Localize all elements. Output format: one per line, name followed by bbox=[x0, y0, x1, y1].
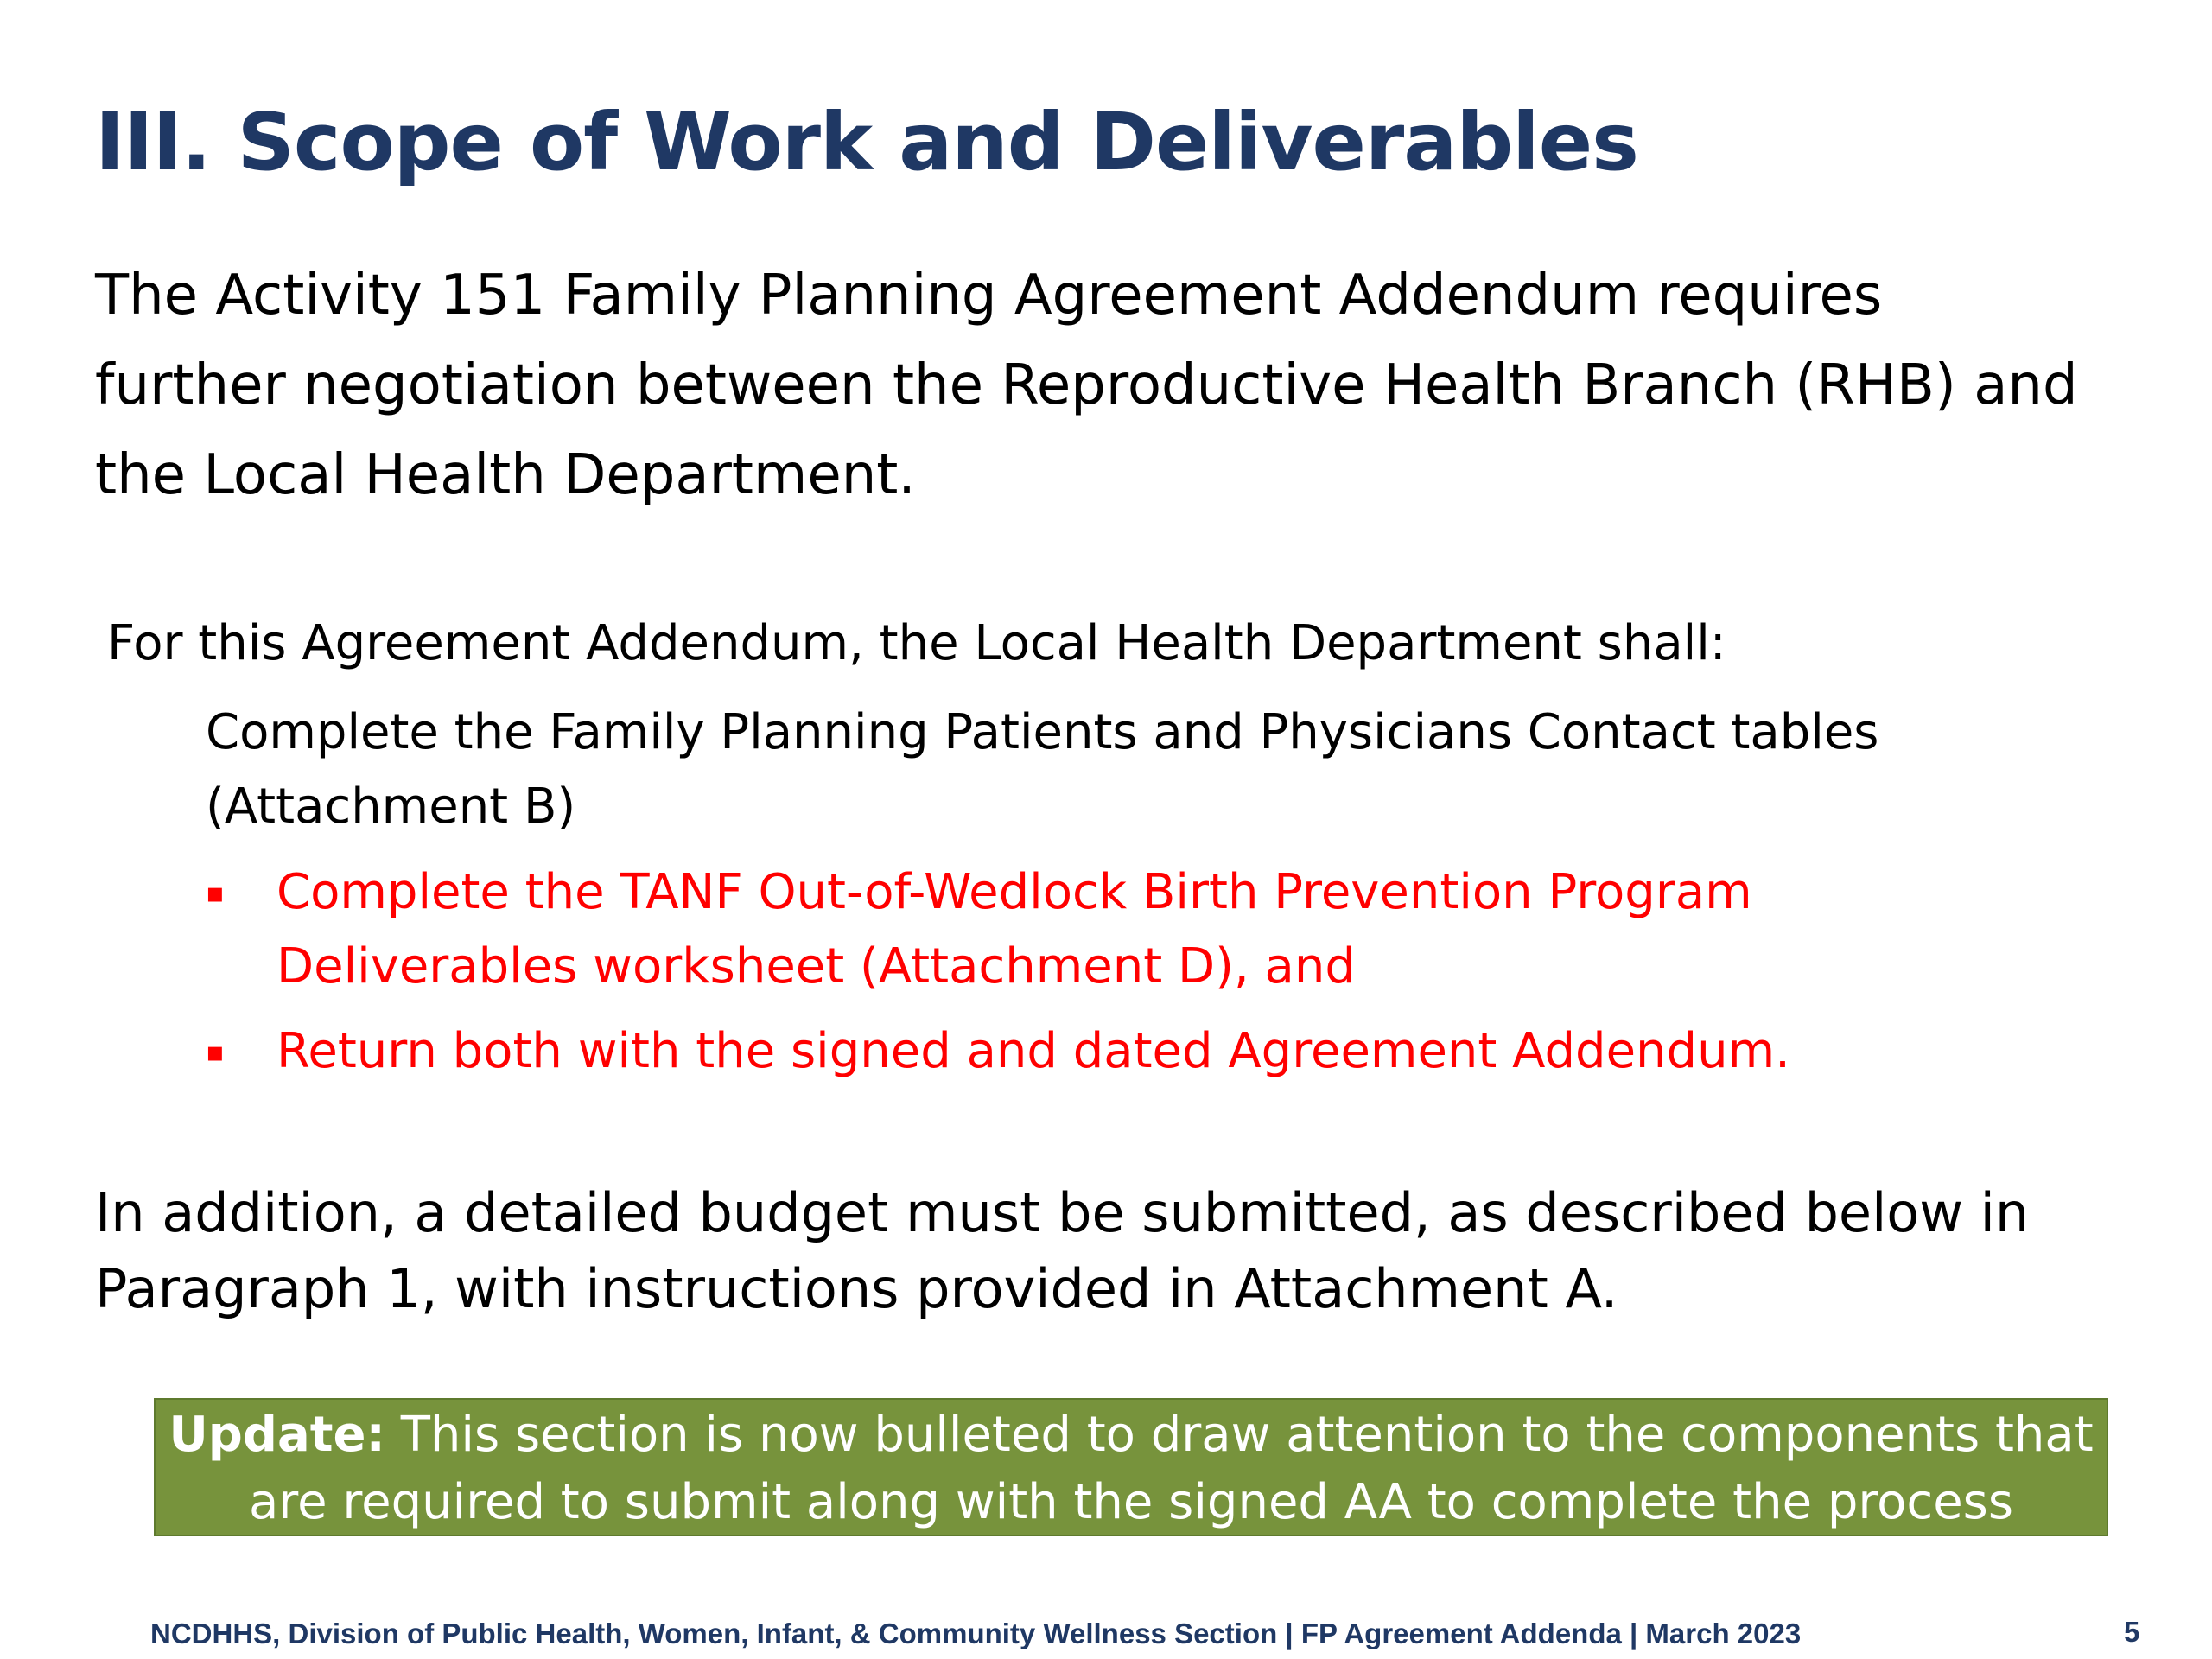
update-callout bbox=[154, 1398, 2108, 1536]
lead-sentence: For this Agreement Addendum, the Local Health Department shall: bbox=[107, 615, 1726, 671]
update-label: Update: bbox=[168, 1407, 385, 1463]
bullet-item-return bbox=[206, 1014, 2020, 1089]
intro-paragraph: The Activity 151 Family Planning Agreement Addendum requires further negotiation between the Reproductive Health Branch (RHB) and the Local Health Department. bbox=[95, 264, 2078, 507]
bullet-item-attachment-d bbox=[206, 855, 2020, 1004]
page-number: 5 bbox=[2124, 1616, 2140, 1648]
square-bullet-icon: ▪ bbox=[206, 1035, 225, 1068]
bullet-text: Complete the TANF Out-of-Wedlock Birth Prevention Program Deliverables worksheet (Attachment D), and bbox=[276, 864, 1752, 995]
bullet-text: Return both with the signed and dated Agreement Addendum. bbox=[276, 1023, 1790, 1079]
slide-title: III. Scope of Work and Deliverables bbox=[95, 96, 1638, 188]
update-text: This section is now bulleted to draw attention to the components that are required to submit along with the signed AA to complete the process bbox=[248, 1407, 2094, 1530]
bullet-list bbox=[206, 855, 2020, 1099]
closing-paragraph: In addition, a detailed budget must be submitted, as described below in Paragraph 1, with instructions provided in Attachment A. bbox=[95, 1181, 2030, 1320]
attachment-b-item: Complete the Family Planning Patients and Physicians Contact tables (Attachment B) bbox=[206, 704, 1879, 835]
footer-text: NCDHHS, Division of Public Health, Women, Infant, & Community Wellness Section | FP Agreement Addenda | March 2023 bbox=[150, 1618, 1802, 1649]
square-bullet-icon: ▪ bbox=[206, 876, 225, 909]
